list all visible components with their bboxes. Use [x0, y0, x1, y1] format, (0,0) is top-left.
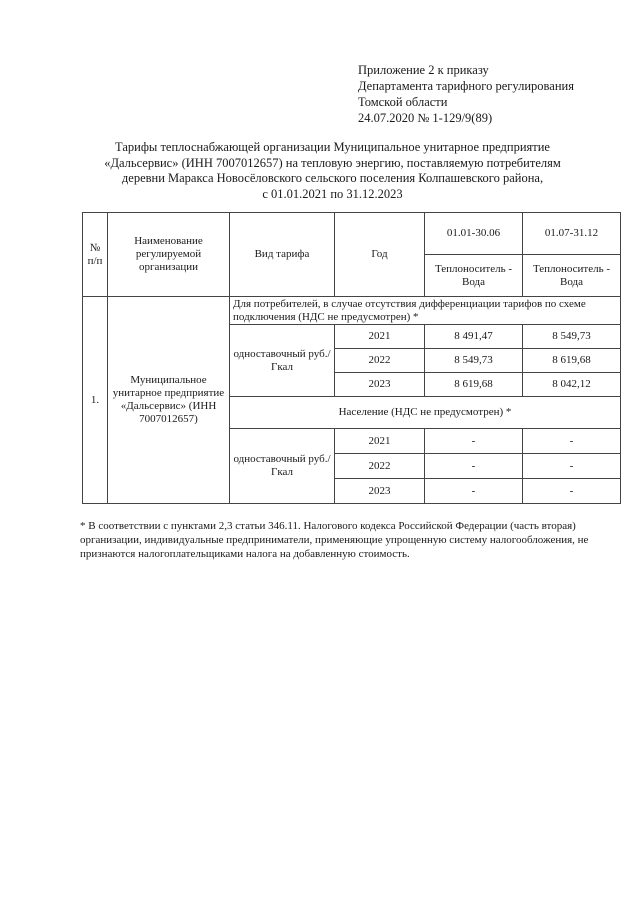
value-cell: 8 619,68: [425, 373, 523, 397]
organization-name: Муниципальное унитарное предприятие «Дальсервис» (ИНН 7007012657): [108, 297, 230, 504]
document-title: [80, 140, 585, 202]
header-tariff-type: Вид тарифа: [230, 213, 335, 297]
title-line: Тарифы теплоснабжающей организации Муниципальное унитарное предприятие: [115, 140, 550, 154]
title-line: «Дальсервис» (ИНН 7007012657) на тепловую энергию, поставляемую потребителям: [104, 155, 561, 170]
header-carrier-1: Теплоноситель - Вода: [425, 255, 523, 297]
year-cell: 2023: [335, 479, 425, 504]
header-carrier-2: Теплоноситель - Вода: [523, 255, 621, 297]
value-cell: 8 042,12: [523, 373, 621, 397]
value-cell: -: [523, 479, 621, 504]
section-population-title: Население (НДС не предусмотрен) *: [230, 397, 621, 429]
section-consumers-title: Для потребителей, в случае отсутствия дифференциации тарифов по схеме подключения (НДС не предусмотрен) *: [230, 297, 621, 325]
annex-header: [358, 62, 574, 126]
value-cell: 8 619,68: [523, 349, 621, 373]
title-line: деревни Маракса Новосёловского сельского поселения Колпашевского района,: [121, 171, 544, 185]
value-cell: 8 549,73: [425, 349, 523, 373]
title-line: с 01.01.2021 по 31.12.2023: [262, 186, 403, 201]
footnote: * В соответствии с пунктами 2,3 статьи 346.11. Налогового кодекса Российской Федерации (часть вторая) организации, индивидуальные предприниматели, применяющие упрощенную систему налогообложения, не признаются налогоплательщиками налога на добавленную стоимость.: [80, 520, 589, 560]
header-year: Год: [335, 213, 425, 297]
value-cell: 8 549,73: [523, 325, 621, 349]
header-period-1: 01.01-30.06: [425, 213, 523, 255]
year-cell: 2023: [335, 373, 425, 397]
section-population-tariff: одноставочный руб./Гкал: [230, 429, 335, 504]
value-cell: 8 491,47: [425, 325, 523, 349]
header-organization: Наименование регулируемой организации: [108, 213, 230, 297]
value-cell: -: [523, 454, 621, 479]
row-number: 1.: [83, 297, 108, 504]
annex-line: Томской области: [358, 95, 448, 109]
annex-line: Приложение 2 к приказу: [358, 63, 489, 77]
annex-line: Департамента тарифного регулирования: [358, 79, 574, 93]
year-cell: 2022: [335, 454, 425, 479]
year-cell: 2021: [335, 429, 425, 454]
section-consumers-tariff: одноставочный руб./Гкал: [230, 325, 335, 397]
value-cell: -: [425, 429, 523, 454]
year-cell: 2022: [335, 349, 425, 373]
year-cell: 2021: [335, 325, 425, 349]
value-cell: -: [425, 454, 523, 479]
annex-line: 24.07.2020 № 1-129/9(89): [358, 111, 493, 125]
value-cell: -: [425, 479, 523, 504]
tariff-table: [82, 212, 621, 504]
value-cell: -: [523, 429, 621, 454]
header-period-2: 01.07-31.12: [523, 213, 621, 255]
header-num: № п/п: [83, 213, 108, 297]
